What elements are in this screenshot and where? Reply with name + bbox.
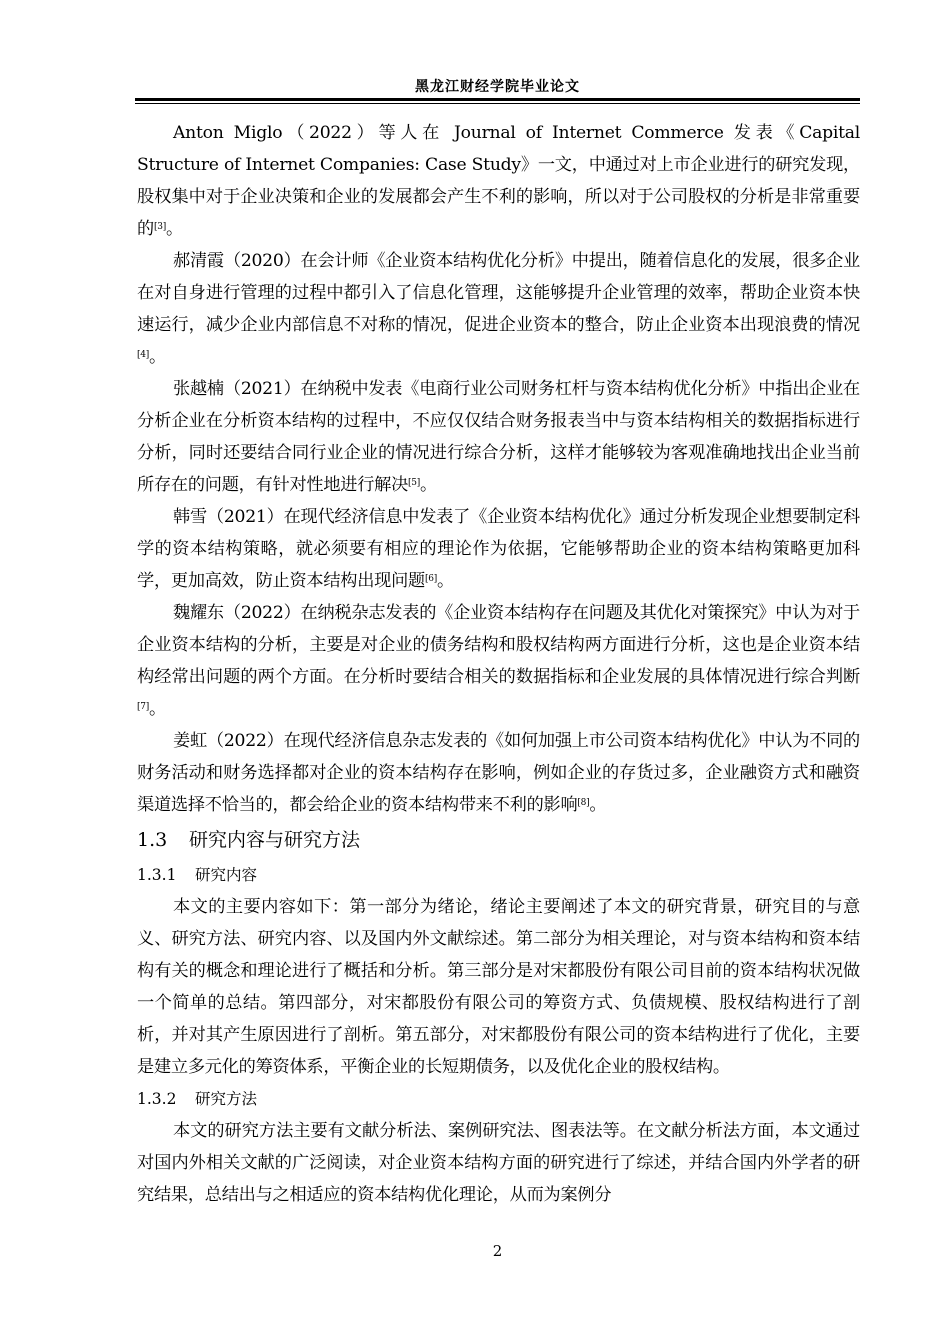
body-text [137,117,860,1211]
citation-ref: [3] [153,222,166,232]
citation-ref: [6] [424,574,437,584]
paragraph-wei-yaodong: 魏耀东（2022）在纳税杂志发表的《企业资本结构存在问题及其优化对策探究》中认为对于企业资本结构的分析，主要是对企业的债务结构和股权结构两方面进行分析，这也是企业资本结构经常出问题的两个方面。在分析时要结合相关的数据指标和企业发展的具体情况进行综合判断[7]。 [137,603,860,719]
subsection-title: 研究方法 [195,1090,258,1108]
citation-ref: [7] [137,702,149,712]
subsection-heading-1-3-1 [137,859,860,891]
paragraph-anton-miglo: Anton Miglo（2022）等人在 Journal of Internet Commerce 发表《Capital Structure of Internet Companies: Case Study》一文，中通过对上市企业进行的研究发现，股权集中对于企业决策和企业的发展都会产生不利的影响，所以对于公司股权的分析是非常重要的[3]。 [137,123,860,239]
page-number: 2 [492,1242,503,1260]
paragraph-han-xue: 韩雪（2021）在现代经济信息中发表了《企业资本结构优化》通过分析发现企业想要制定科学的资本结构策略，就必须要有相应的理论作为依据，它能够帮助企业的资本结构策略更加科学，更加高效，防止资本结构出现问题[6]。 [137,507,860,591]
paragraph-research-content: 本文的主要内容如下：第一部分为绪论，绪论主要阐述了本文的研究背景，研究目的与意义、研究方法、研究内容、以及国内外文献综述。第二部分为相关理论，对与资本结构和资本结构有关的概念和理论进行了概括和分析。第三部分是对宋都股份有限公司目前的资本结构状况做一个简单的总结。第四部分，对宋都股份有限公司的筹资方式、负债规模、股权结构进行了剖析，并对其产生原因进行了剖析。第五部分，对宋都股份有限公司的资本结构进行了优化，主要是建立多元化的筹资体系，平衡企业的长短期债务，以及优化企业的股权结构。 [137,897,860,1077]
citation-ref: [4] [137,350,149,360]
header-rule-thin [135,103,860,104]
subsection-number: 1.3.2 [137,1090,177,1108]
paragraph-hao-qingxia: 郝清霞（2020）在会计师《企业资本结构优化分析》中提出，随着信息化的发展，很多企业在对自身进行管理的过程中都引入了信息化管理，这能够提升企业管理的效率，帮助企业资本快速运行，减少企业内部信息不对称的情况，促进企业资本的整合，防止企业资本出现浪费的情况[4]。 [137,251,860,367]
section-heading-1-3 [137,821,860,859]
header-rule-thick [135,98,860,101]
paragraph-jiang-hong: 姜虹（2022）在现代经济信息杂志发表的《如何加强上市公司资本结构优化》中认为不同的财务活动和财务选择都对企业的资本结构存在影响，例如企业的存货过多，企业融资方式和融资渠道选择不恰当的，都会给企业的资本结构带来不利的影响[8]。 [137,731,860,815]
paragraph-zhang-yuenan: 张越楠（2021）在纳税中发表《电商行业公司财务杠杆与资本结构优化分析》中指出企业在分析企业在分析资本结构的过程中，不应仅仅结合财务报表当中与资本结构相关的数据指标进行分析，同时还要结合同行业企业的情况进行综合分析，这样才能够较为客观准确地找出企业当前所存在的问题，有针对性地进行解决[5]。 [137,379,860,495]
section-number: 1.3 [137,829,168,851]
subsection-title: 研究内容 [195,866,258,884]
section-title: 研究内容与研究方法 [189,829,361,851]
paragraph-research-method: 本文的研究方法主要有文献分析法、案例研究法、图表法等。在文献分析法方面，本文通过对国内外相关文献的广泛阅读，对企业资本结构方面的研究进行了综述，并结合国内外学者的研究结果，总结出与之相适应的资本结构优化理论，从而为案例分 [137,1121,860,1205]
running-header: 黑龙江财经学院毕业论文 [415,79,580,95]
subsection-heading-1-3-2 [137,1083,860,1115]
subsection-number: 1.3.1 [137,866,177,884]
citation-ref: [8] [577,798,590,808]
citation-ref: [5] [408,478,421,488]
